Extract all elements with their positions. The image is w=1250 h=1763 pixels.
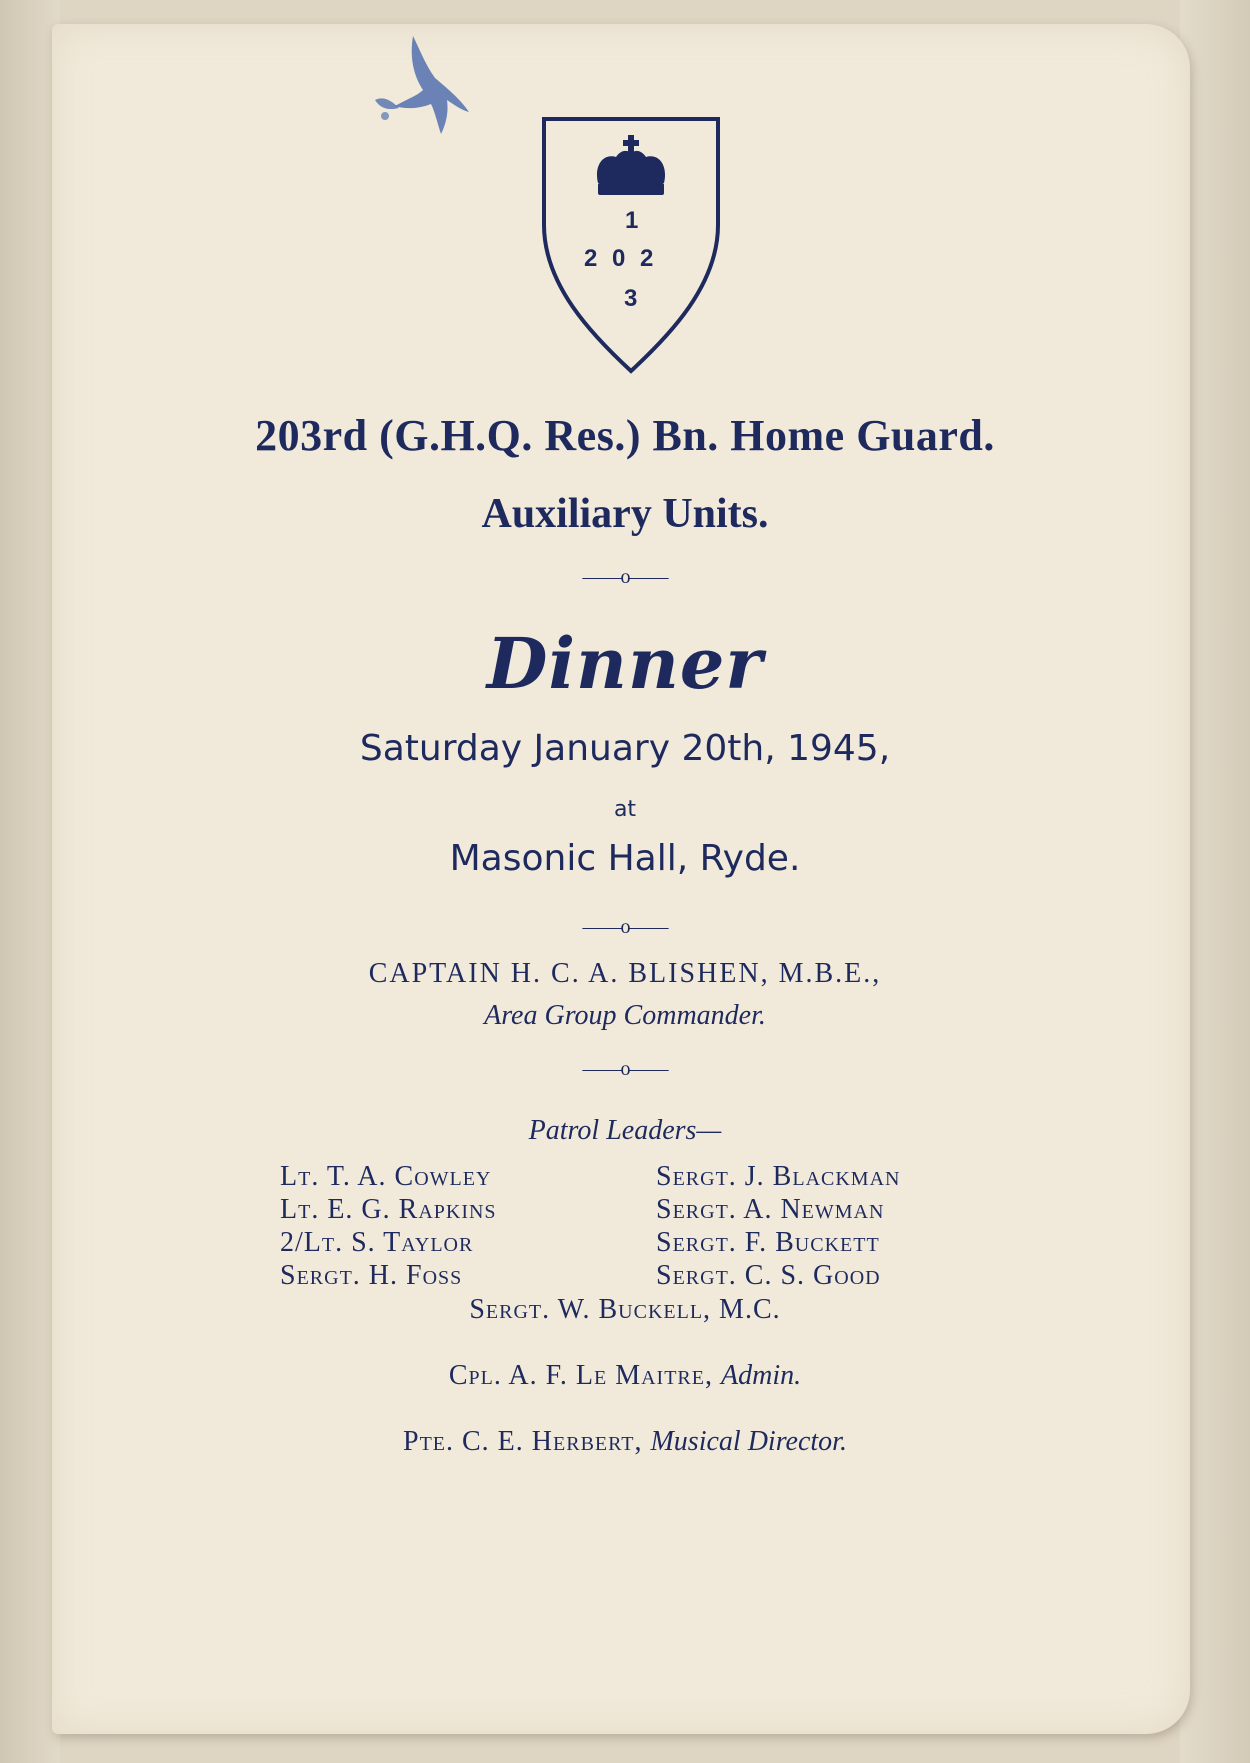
- commander-name: CAPTAIN H. C. A. BLISHEN, M.B.E.,: [368, 958, 882, 989]
- commander-role: Area Group Commander.: [484, 1000, 766, 1031]
- event-date: Saturday January 20th, 1945,: [359, 728, 891, 769]
- patrol-leader: 2/Lt. S. Taylor: [280, 1227, 474, 1258]
- director-line: [0, 1426, 1250, 1458]
- patrol-leader-extra: Sergt. W. Buckell, M.C.: [469, 1294, 781, 1325]
- shield-crest: [540, 115, 722, 375]
- patrol-leaders-right-column: [656, 1160, 900, 1292]
- event-at: at: [613, 797, 637, 822]
- patrol-leader: Sergt. F. Buckett: [656, 1227, 880, 1258]
- unit-title: 203rd (G.H.Q. Res.) Bn. Home Guard.: [255, 411, 995, 460]
- patrol-leader: Sergt. C. S. Good: [656, 1260, 881, 1291]
- event-title: Dinner: [486, 622, 764, 705]
- backdrop-right: [1180, 0, 1250, 1763]
- divider-1: ——o——: [582, 566, 668, 588]
- director-name: Pte. C. E. Herbert,: [403, 1426, 643, 1457]
- admin-name: Cpl. A. F. Le Maitre,: [448, 1360, 713, 1391]
- patrol-leader: Sergt. J. Blackman: [656, 1161, 901, 1192]
- crown-icon: [597, 135, 665, 195]
- patrol-leader: Sergt. H. Foss: [280, 1260, 463, 1291]
- admin-role: Admin.: [721, 1360, 802, 1391]
- event-venue: Masonic Hall, Ryde.: [449, 838, 801, 879]
- crest-digit-top: 1: [625, 207, 639, 234]
- patrol-leader: Lt. T. A. Cowley: [280, 1161, 492, 1192]
- crest-digit-middle: 2 0 2: [584, 245, 658, 272]
- divider-3: ——o——: [582, 1058, 668, 1080]
- patrol-leader: Lt. E. G. Rapkins: [280, 1194, 497, 1225]
- director-role: Musical Director.: [650, 1426, 847, 1457]
- unit-subtitle: Auxiliary Units.: [481, 491, 769, 537]
- patrol-leaders-heading: Patrol Leaders—: [528, 1115, 722, 1146]
- admin-line: [0, 1360, 1250, 1392]
- ink-splash: [365, 30, 485, 150]
- patrol-leaders-left-column: [280, 1160, 497, 1292]
- divider-2: ——o——: [582, 916, 668, 938]
- backdrop-left: [0, 0, 60, 1763]
- patrol-leader: Sergt. A. Newman: [656, 1194, 885, 1225]
- crest-digit-bottom: 3: [624, 285, 638, 312]
